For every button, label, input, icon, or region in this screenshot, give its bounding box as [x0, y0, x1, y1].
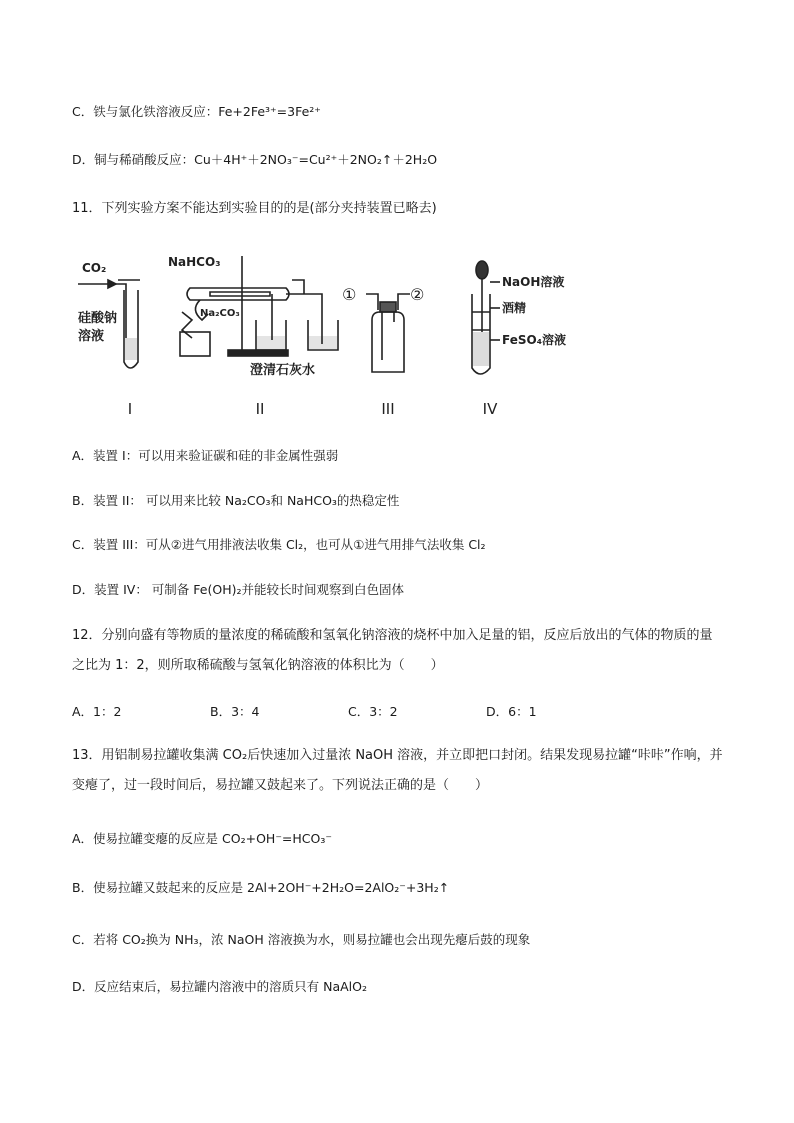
device-i-caption: I: [127, 400, 133, 418]
q11-option-c: C．装置 III：可从②进气用排液法收集 Cl₂，也可从①进气用排气法收集 Cl₂: [72, 537, 486, 552]
q13-option-d: D．反应结束后，易拉罐内溶液中的溶质只有 NaAlO₂: [72, 979, 367, 994]
device-iii: [342, 285, 424, 418]
device-iii-inlet-2: ②: [410, 285, 425, 304]
device-iv: [472, 261, 566, 418]
device-ii-limewater-label: 澄清石灰水: [250, 363, 316, 378]
q12-option-d: D．6：1: [486, 704, 537, 719]
device-iv-caption: IV: [482, 400, 498, 418]
q11-option-a: A．装置 I：可以用来验证碳和硅的非金属性强弱: [72, 448, 339, 463]
q12-option-a: A．1：2: [72, 704, 122, 719]
q11-option-b: B．装置 II： 可以用来比较 Na₂CO₃和 NaHCO₃的热稳定性: [72, 493, 400, 508]
q13-option-a: A．使易拉罐变瘪的反应是 CO₂+OH⁻=HCO₃⁻: [72, 831, 332, 846]
q13-option-c: C．若将 CO₂换为 NH₃，浓 NaOH 溶液换为水，则易拉罐也会出现先瘪后鼓的现象: [72, 932, 531, 947]
device-iv-feso4-label: FeSO₄溶液: [502, 333, 566, 347]
device-ii: [168, 255, 338, 418]
q12-option-c: C．3：2: [348, 704, 398, 719]
q10-option-c: C．铁与氯化铁溶液反应：Fe+2Fe³⁺=3Fe²⁺: [72, 104, 321, 119]
q12-options: [72, 702, 722, 722]
device-ii-nahco3-label: NaHCO₃: [168, 255, 221, 269]
device-iii-caption: III: [381, 400, 395, 418]
device-ii-caption: II: [255, 400, 265, 418]
device-iii-inlet-1: ①: [342, 285, 357, 304]
device-ii-na2co3-label: Na₂CO₃: [200, 308, 240, 319]
q11-option-d: D．装置 IV： 可制备 Fe(OH)₂并能较长时间观察到白色固体: [72, 582, 404, 597]
q13-stem: 13．用铝制易拉罐收集满 CO₂后快速加入过量浓 NaOH 溶液，并立即把口封闭。结果发现易拉罐“咔咔”作响，并变瘪了，过一段时间后，易拉罐又鼓起来了。下列说法正确的是（ ）: [72, 748, 723, 793]
q13-option-b: B．使易拉罐又鼓起来的反应是 2Al+2OH⁻+2H₂O=2AlO₂⁻+3H₂↑: [72, 880, 450, 895]
q10-option-d: D．铜与稀硝酸反应：Cu＋4H⁺＋2NO₃⁻=Cu²⁺＋2NO₂↑＋2H₂O: [72, 152, 438, 167]
apparatus-figure: [60, 250, 590, 430]
q12-option-b: B．3：4: [210, 704, 260, 719]
device-iv-naoh-label: NaOH溶液: [502, 275, 565, 289]
device-i-solution-label-1: 硅酸钠: [78, 311, 118, 326]
q12-stem: 12．分别向盛有等物质的量浓度的稀硫酸和氢氧化钠溶液的烧杯中加入足量的铝，反应后放出的气体的物质的量之比为 1：2，则所取稀硫酸与氢氧化钠溶液的体积比为（ ）: [72, 628, 713, 673]
device-i: [78, 261, 140, 418]
device-i-solution-label-2: 溶液: [78, 329, 105, 344]
device-i-gas-label: CO₂: [82, 261, 107, 275]
q11-stem: 11．下列实验方案不能达到实验目的的是(部分夹持装置已略去): [72, 201, 437, 216]
device-iv-alcohol-label: 酒精: [502, 301, 527, 315]
